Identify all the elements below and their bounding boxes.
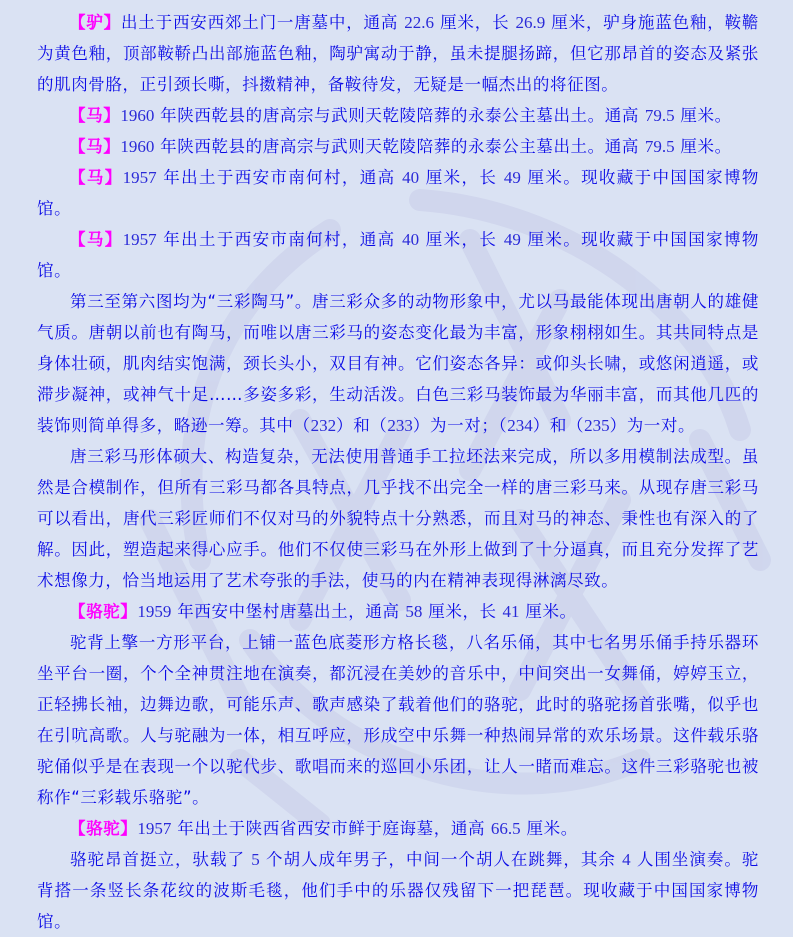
paragraph-donkey bbox=[37, 7, 759, 100]
numeric-value: 1960 bbox=[120, 106, 155, 125]
numeric-value: 234 bbox=[507, 416, 533, 435]
paragraph-text: 骆驼昂首挺立，驮载了 5 个胡人成年男子，中间一个胡人在跳舞，其余 4 人围坐演奏。驼背搭一条竖长条花纹的波斯毛毯，他们手中的乐器仅残留下一把琵琶。现收藏于中国国家博物馆。 bbox=[37, 850, 759, 931]
paragraph-camel-1 bbox=[37, 596, 759, 627]
numeric-value: 40 bbox=[402, 230, 420, 249]
paragraph-camel-1-description bbox=[37, 627, 759, 813]
numeric-value: 41 bbox=[502, 602, 520, 621]
paragraph-text: 1957 年出土于西安市南何村，通高 40 厘米，长 49 厘米。现收藏于中国国家博物馆。 bbox=[37, 168, 759, 218]
item-tag: 【骆驼】 bbox=[69, 602, 138, 621]
numeric-value: 232 bbox=[310, 416, 337, 435]
numeric-value: 66.5 bbox=[490, 819, 521, 838]
item-tag: 【马】 bbox=[69, 230, 123, 249]
paragraph-text: 1960 年陕西乾县的唐高宗与武则天乾陵陪葬的永泰公主墓出土。通高 79.5 厘米。 bbox=[120, 106, 732, 125]
paragraph-sancai-horse-craft bbox=[37, 441, 759, 596]
document-body bbox=[37, 7, 759, 937]
numeric-value: 233 bbox=[387, 416, 413, 435]
paragraph-text: 1957 年出土于西安市南何村，通高 40 厘米，长 49 厘米。现收藏于中国国家博物馆。 bbox=[37, 230, 759, 280]
numeric-value: 5 bbox=[251, 850, 260, 869]
paragraph-horse-1 bbox=[37, 100, 759, 131]
item-tag: 【马】 bbox=[69, 106, 121, 125]
item-tag: 【马】 bbox=[69, 137, 121, 156]
paragraph-text: 1957 年出土于陕西省西安市鲜于庭诲墓，通高 66.5 厘米。 bbox=[137, 819, 578, 838]
paragraph-horse-4 bbox=[37, 224, 759, 286]
numeric-value: 1957 bbox=[122, 230, 157, 249]
numeric-value: 1960 bbox=[120, 137, 155, 156]
numeric-value: 58 bbox=[405, 602, 423, 621]
numeric-value: 49 bbox=[503, 168, 521, 187]
numeric-value: 40 bbox=[402, 168, 420, 187]
numeric-value: 1959 bbox=[137, 602, 172, 621]
item-tag: 【马】 bbox=[69, 168, 123, 187]
paragraph-horse-2 bbox=[37, 131, 759, 162]
paragraph-horse-3 bbox=[37, 162, 759, 224]
paragraph-text: 1960 年陕西乾县的唐高宗与武则天乾陵陪葬的永泰公主墓出土。通高 79.5 厘米。 bbox=[120, 137, 732, 156]
numeric-value: 26.9 bbox=[515, 13, 546, 32]
paragraph-camel-2-description bbox=[37, 844, 759, 937]
paragraph-camel-2 bbox=[37, 813, 759, 844]
numeric-value: 79.5 bbox=[644, 137, 675, 156]
numeric-value: 235 bbox=[584, 416, 610, 435]
paragraph-text: 唐三彩马形体硕大、构造复杂，无法使用普通手工拉坯法来完成，所以多用模制法成型。虽然是合模制作，但所有三彩马都各具特点，几乎找不出完全一样的唐三彩马来。从现存唐三彩马可以看出，唐代三彩匠师们不仅对马的外貌特点十分熟悉，而且对马的神态、秉性也有深入的了解。因此，塑造起来得心应手。他们不仅使三彩马在外形上做到了十分逼真，而且充分发挥了艺术想像力，恰当地运用了艺术夸张的手法，使马的内在精神表现得淋漓尽致。 bbox=[37, 447, 759, 590]
numeric-value: 22.6 bbox=[404, 13, 435, 32]
paragraph-text: 出土于西安西郊土门一唐墓中，通高 22.6 厘米，长 26.9 厘米，驴身施蓝色釉，鞍韂为黄色釉，顶部鞍鞒凸出部施蓝色釉，陶驴寓动于静，虽未提腿扬蹄，但它那昂首的姿态及紧张的肌肉骨胳，正引颈长嘶，抖擞精神，备鞍待发，无疑是一幅杰出的将征图。 bbox=[37, 13, 759, 94]
item-tag: 【驴】 bbox=[69, 13, 121, 32]
paragraph-text: 1959 年西安中堡村唐墓出土，通高 58 厘米，长 41 厘米。 bbox=[137, 602, 577, 621]
numeric-value: 49 bbox=[503, 230, 521, 249]
paragraph-text: 第三至第六图均为“三彩陶马”。唐三彩众多的动物形象中，尤以马最能体现出唐朝人的雄健气质。唐朝以前也有陶马，而唯以唐三彩马的姿态变化最为丰富，形象栩栩如生。其共同特点是身体壮硕，肌肉结实饱满，颈长头小，双目有神。它们姿态各异：或仰头长啸，或悠闲逍遥，或滞步凝神，或神气十足……多姿多彩，生动活泼。白色三彩马装饰最为华丽丰富，而其他几匹的装饰则简单得多，略逊一筹。其中（232）和（233）为一对；（234）和（235）为一对。 bbox=[37, 292, 759, 435]
numeric-value: 1957 bbox=[122, 168, 157, 187]
numeric-value: 79.5 bbox=[644, 106, 675, 125]
item-tag: 【骆驼】 bbox=[69, 819, 138, 838]
paragraph-text: 驼背上擎一方形平台，上铺一蓝色底菱形方格长毯，八名乐俑，其中七名男乐俑手持乐器环坐平台一圈，个个全神贯注地在演奏，都沉浸在美妙的音乐中，中间突出一女舞俑，婷婷玉立，正轻拂长袖，边舞边歌，可能乐声、歌声感染了载着他们的骆驼，此时的骆驼扬首张嘴，似乎也在引吭高歌。人与驼融为一体，相互呼应，形成空中乐舞一种热闹异常的欢乐场景。这件载乐骆驼俑似乎是在表现一个以驼代步、歌唱而来的巡回小乐团，让人一睹而难忘。这件三彩骆驼也被称作“三彩载乐骆驼”。 bbox=[37, 633, 759, 807]
numeric-value: 4 bbox=[622, 850, 631, 869]
paragraph-sancai-horse-intro bbox=[37, 286, 759, 441]
numeric-value: 1957 bbox=[137, 819, 172, 838]
